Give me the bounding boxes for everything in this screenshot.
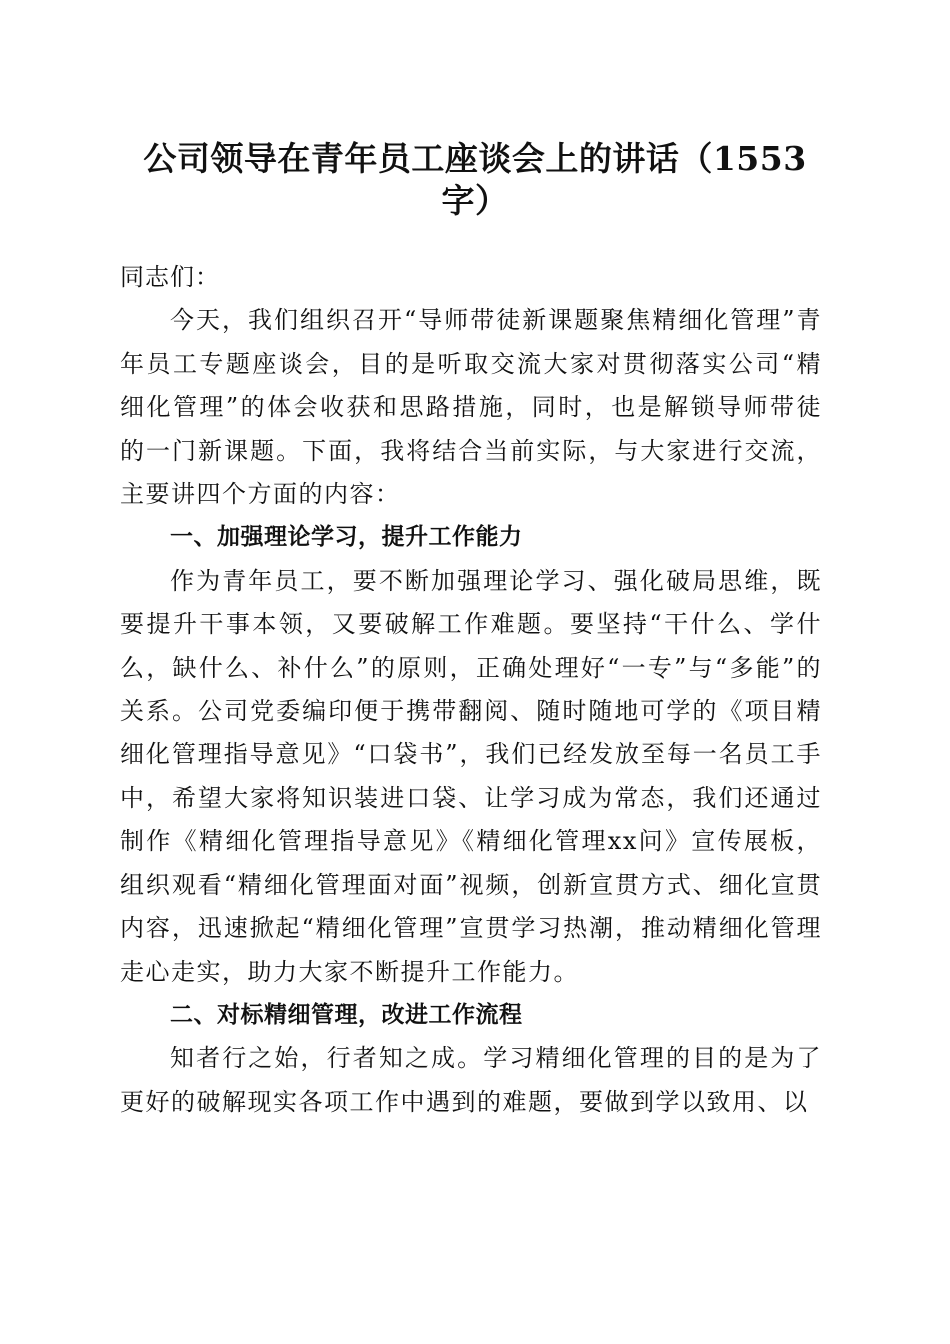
document-title: 公司领导在青年员工座谈会上的讲话（1553字） (143, 139, 807, 220)
section-paragraph-2: 知者行之始，行者知之成。学习精细化管理的目的是为了更好的破解现实各项工作中遇到的难题，要做到学以致用、以 (120, 1044, 822, 1116)
greeting: 同志们： (120, 263, 220, 291)
section-paragraph-1: 作为青年员工，要不断加强理论学习、强化破局思维，既要提升干事本领，又要破解工作难题。要坚持“干什么、学什么，缺什么、补什么”的原则，正确处理好“一专”与“多能”的关系。公司党委编印便于携带翻阅、随时随地可学的《项目精细化管理指导意见》“口袋书”，我们已经发放至每一名员工手中，希望大家将知识装进口袋、让学习成为常态，我们还通过制作《精细化管理指导意见》《精细化管理xx问》宣传展板，组织观看“精细化管理面对面”视频，创新宣贯方式、细化宣贯内容，迅速掀起“精细化管理”宣贯学习热潮，推动精细化管理走心走实，助力大家不断提升工作能力。 (120, 566, 822, 986)
section-heading-2: 二、对标精细管理，改进工作流程 (170, 1001, 523, 1028)
section-heading-1: 一、加强理论学习，提升工作能力 (170, 524, 523, 551)
document-body (120, 256, 822, 1124)
intro-paragraph: 今天，我们组织召开“导师带徒新课题聚焦精细化管理”青年员工专题座谈会，目的是听取交流大家对贯彻落实公司“精细化管理”的体会收获和思路措施，同时，也是解锁导师带徒的一门新课题。下面，我将结合当前实际，与大家进行交流，主要讲四个方面的内容： (120, 306, 822, 509)
